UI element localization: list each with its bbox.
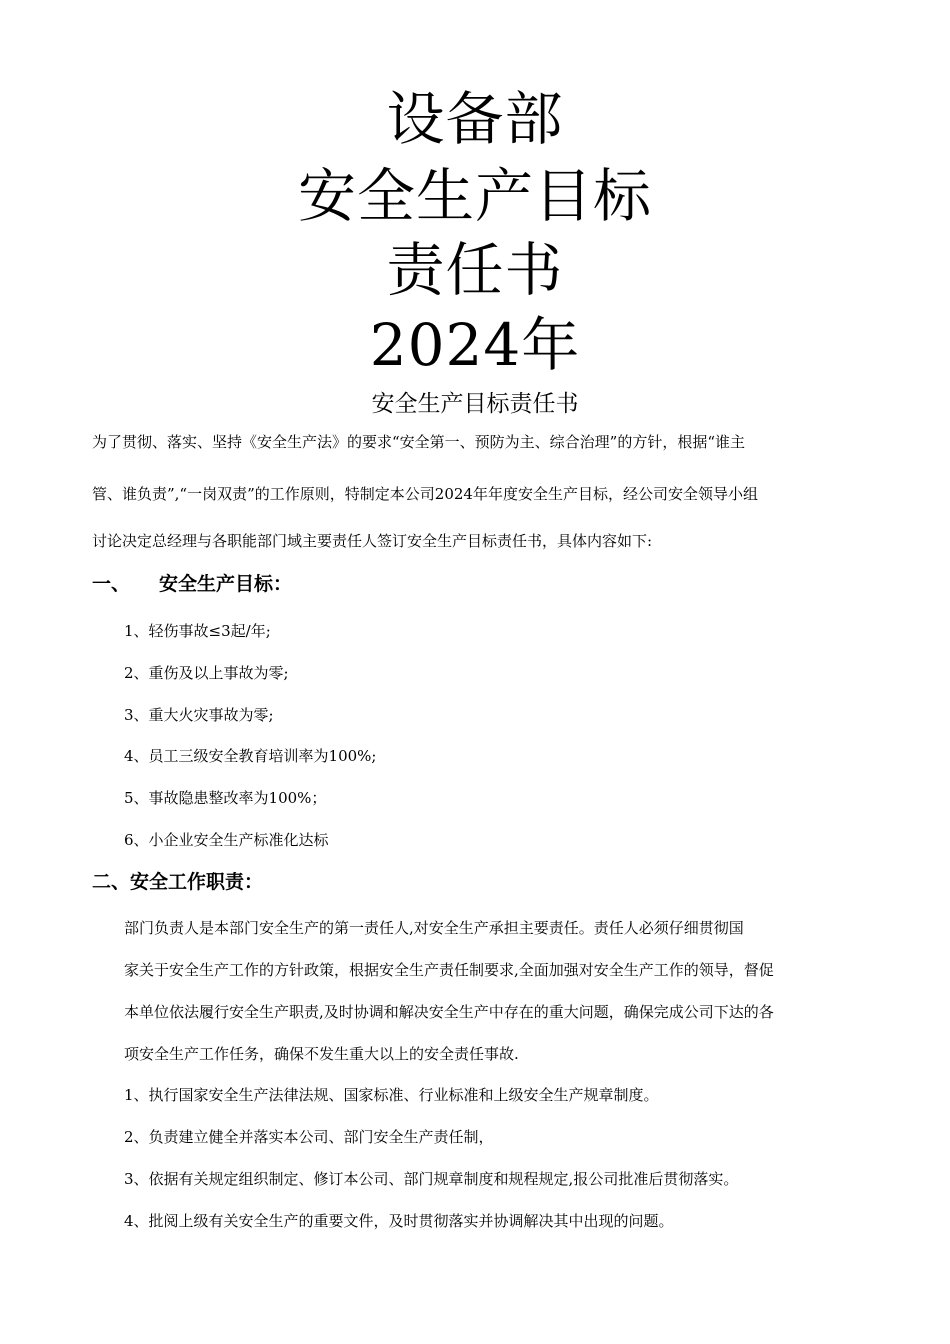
goal-item: 2、重伤及以上事故为零; bbox=[124, 664, 289, 682]
duty-item: 3、依据有关规定组织制定、修订本公司、部门规章制度和规程规定,报公司批准后贯彻落实。 bbox=[124, 1170, 739, 1188]
duties-paragraph-line: 家关于安全生产工作的方针政策，根据安全生产责任制要求,全面加强对安全生产工作的领导，督促 bbox=[124, 961, 774, 979]
intro-line: 为了贯彻、落实、坚持《安全生产法》的要求“安全第一、预防为主、综合治理”的方针，根据“谁主 bbox=[92, 433, 746, 451]
goal-item: 3、重大火灾事故为零; bbox=[124, 706, 274, 724]
section-heading-duties: 二、安全工作职责： bbox=[92, 871, 264, 893]
document-title: 安全生产目标责任书 bbox=[371, 391, 579, 417]
duty-item: 2、负责建立健全并落实本公司、部门安全生产责任制， bbox=[124, 1128, 494, 1146]
goal-item: 1、轻伤事故≤3起/年; bbox=[124, 622, 271, 640]
cover-title-department: 设备部 bbox=[386, 85, 564, 153]
cover-title-main: 安全生产目标 bbox=[297, 162, 652, 230]
duty-item: 1、执行国家安全生产法律法规、国家标准、行业标准和上级安全生产规章制度。 bbox=[124, 1086, 659, 1104]
goal-item: 5、事故隐患整改率为100%； bbox=[124, 789, 327, 807]
duties-paragraph-line: 本单位依法履行安全生产职责,及时协调和解决安全生产中存在的重大问题，确保完成公司下达的各 bbox=[124, 1003, 774, 1021]
goal-item: 4、员工三级安全教育培训率为100%; bbox=[124, 747, 377, 765]
section-number: 一、 bbox=[92, 573, 131, 595]
cover-title-doc-type: 责任书 bbox=[386, 236, 564, 304]
duties-paragraph-line: 部门负责人是本部门安全生产的第一责任人,对安全生产承担主要责任。责任人必须仔细贯彻国 bbox=[124, 919, 744, 937]
duties-paragraph-line: 项安全生产工作任务，确保不发生重大以上的安全责任事故. bbox=[124, 1045, 519, 1063]
intro-line: 管、谁负责”,“一岗双责”的工作原则，特制定本公司2024年年度安全生产目标，经公司安全领导小组 bbox=[92, 485, 758, 503]
section-title: 安全生产目标： bbox=[159, 573, 293, 595]
goal-item: 6、小企业安全生产标准化达标 bbox=[124, 831, 329, 849]
intro-line: 讨论决定总经理与各职能部门域主要责任人签订安全生产目标责任书，具体内容如下: bbox=[92, 532, 653, 550]
duty-item: 4、批阅上级有关安全生产的重要文件，及时贯彻落实并协调解决其中出现的问题。 bbox=[124, 1212, 674, 1230]
cover-title-year: 2024年 bbox=[369, 311, 581, 379]
section-heading-goals bbox=[92, 572, 292, 596]
